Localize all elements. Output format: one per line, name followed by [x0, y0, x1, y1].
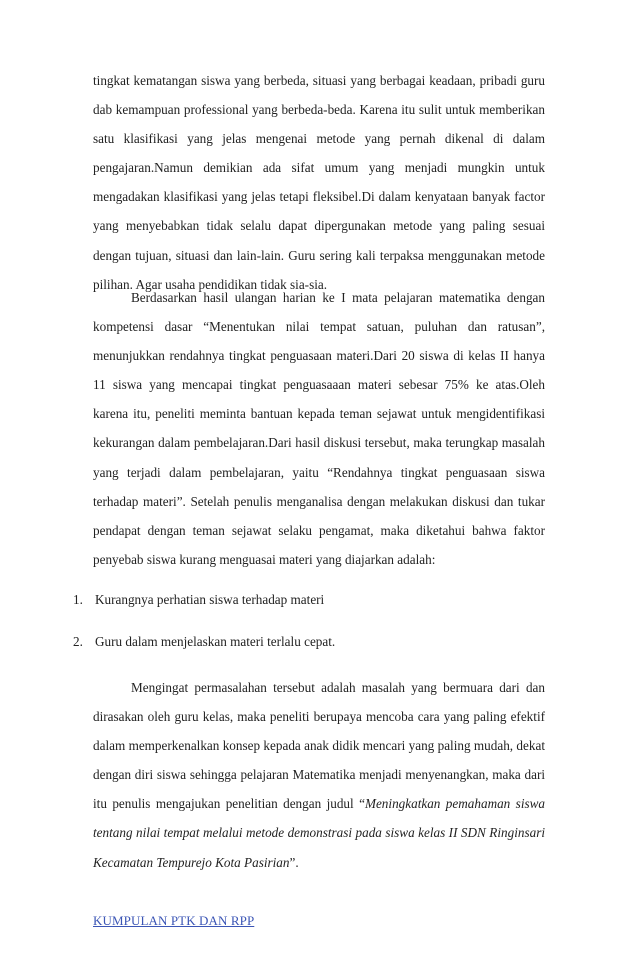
footer-link[interactable]: KUMPULAN PTK DAN RPP [93, 913, 255, 928]
paragraph-lead-text: Mengingat permasalahan tersebut adalah masalah yang bermuara dari dan dirasakan oleh guru kelas, maka peneliti berupaya mencoba cara yang paling efektif dalam memperkenalkan konsep kepada anak didik mencari yang paling mudah, dekat dengan diri siswa sehingga pelajaran Matematika menjadi menyenangkan, maka dari itu penulis mengajukan penelitian dengan judul “ [93, 680, 545, 812]
paragraph-research-proposal [93, 673, 545, 877]
list-number: 1. [73, 592, 83, 607]
paragraph-method-classification: tingkat kematangan siswa yang berbeda, situasi yang berbagai keadaan, pribadi guru dab kemampuan professional yang berbeda-beda. Karena itu sulit untuk memberikan satu klasifikasi yang jelas mengenai metode yang pernah dikenal di dalam pengajaran.Namun demikian ada sifat umum yang menjadi mungkin untuk mengadakan klasifikasi yang jelas tetapi fleksibel.Di dalam kenyataan banyak factor yang menyebabkan tidak selalu dapat dipergunakan metode yang paling sesuai dengan tujuan, situasi dan lain-lain. Guru sering kali terpaksa menggunakan metode pilihan. Agar usaha pendidikan tidak sia-sia. [93, 73, 545, 292]
paragraph-test-results: Berdasarkan hasil ulangan harian ke I mata pelajaran matematika dengan kompetensi dasar “Menentukan nilai tempat satuan, puluhan dan ratusan”, menunjukkan rendahnya tingkat penguasaan materi.Dari 20 siswa di kelas II hanya 11 siswa yang mencapai tingkat penguasaaan materi sebesar 75% ke atas.Oleh karena itu, peneliti meminta bantuan kepada teman sejawat untuk mengidentifikasi kekurangan dalam pembelajaran.Dari hasil diskusi tersebut, maka terungkap masalah yang terjadi dalam pembelajaran, yaitu “Rendahnya tingkat penguasaan siswa terhadap materi”. Setelah penulis menganalisa dengan melakukan diskusi dan tukar pendapat dengan teman sejawat selaku pengamat, maka diketahui bahwa faktor penyebab siswa kurang menguasai materi yang diajarkan adalah: [93, 290, 545, 567]
paragraph-tail-text: ”. [289, 854, 299, 870]
list-item [73, 590, 553, 610]
list-item [73, 632, 553, 652]
list-text: Kurangnya perhatian siswa terhadap materi [95, 592, 325, 607]
list-text: Guru dalam menjelaskan materi terlalu cepat. [95, 634, 336, 649]
list-number: 2. [73, 634, 83, 649]
research-title: Meningkatkan pemahaman siswa tentang nilai tempat melalui metode demonstrasi pada siswa kelas II SDN Ringinsari Kecamatan Tempurejo Kota Pasirian [93, 796, 546, 870]
